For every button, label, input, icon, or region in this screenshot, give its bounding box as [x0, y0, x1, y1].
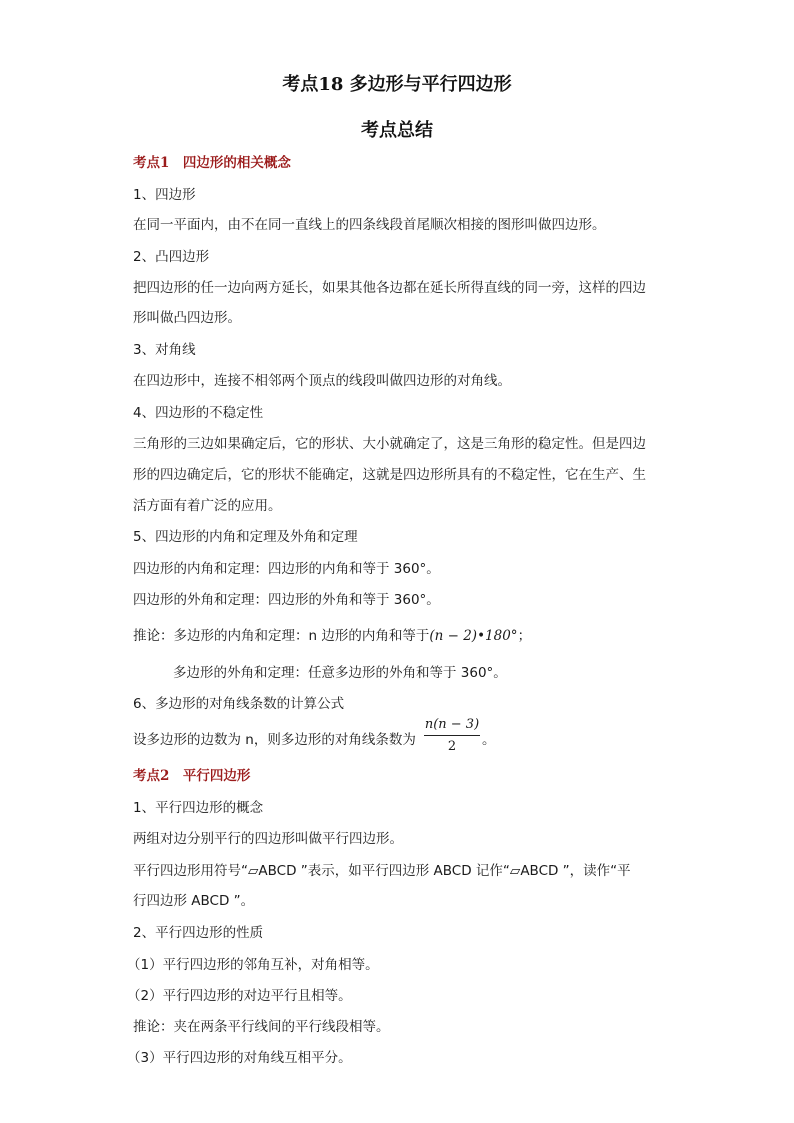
punctuation: 。: [482, 732, 496, 748]
item-heading: 1、平行四边形的概念: [133, 800, 264, 816]
item-heading: 2、凸四边形: [133, 249, 210, 265]
item-heading: 4、四边形的不稳定性: [133, 405, 264, 421]
diagonal-formula-text: 设多边形的边数为 n，则多边形的对角线条数为: [133, 732, 416, 748]
diagonal-count-fraction: [424, 717, 480, 754]
parallelogram-symbol-icon: ▱: [509, 863, 521, 879]
paragraph: 四边形的外角和定理：四边形的外角和等于 360°。: [133, 592, 440, 608]
paragraph: 四边形的内角和定理：四边形的内角和等于 360°。: [133, 561, 440, 577]
corollary-text: 推论：多边形的内角和定理：n 边形的内角和等于: [133, 628, 430, 644]
corollary-line: [133, 624, 531, 644]
property-item: （1）平行四边形的邻角互补，对角相等。: [127, 957, 379, 973]
paragraph: 在四边形中，连接不相邻两个顶点的线段叫做四边形的对角线。: [133, 373, 511, 389]
document-subtitle: 考点总结: [361, 120, 433, 141]
paragraph: 多边形的外角和定理：任意多边形的外角和等于 360°。: [173, 665, 507, 681]
paragraph: 把四边形的任一边向两方延长，如果其他各边都在延长所得直线的同一旁，这样的四边: [133, 280, 646, 296]
paragraph: 行四边形 ABCD ”。: [133, 893, 255, 909]
item-heading: 3、对角线: [133, 342, 196, 358]
paragraph: 形的四边确定后，它的形状不能确定，这就是四边形所具有的不稳定性，它在生产、生: [133, 467, 646, 483]
paragraph: 三角形的三边如果确定后，它的形状、大小就确定了，这是三角形的稳定性。但是四边: [133, 436, 646, 452]
paragraph: 活方面有着广泛的应用。: [133, 498, 282, 514]
fraction-denominator: 2: [447, 739, 457, 754]
section-heading-1: 考点1 四边形的相关概念: [133, 155, 291, 171]
parallelogram-symbol-icon: ▱: [248, 863, 259, 879]
notation-line: 平行四边形用符号“▱ABCD ”表示，如平行四边形 ABCD 记作“▱ABCD ”，读作“平: [133, 863, 631, 879]
document-title: 考点18 多边形与平行四边形: [282, 74, 512, 95]
angle-sum-formula: (n − 2)•180°: [429, 628, 518, 644]
item-heading: 2、平行四边形的性质: [133, 925, 264, 941]
fraction-numerator: n(n − 3): [424, 717, 480, 736]
paragraph: 在同一平面内，由不在同一直线上的四条线段首尾顺次相接的图形叫做四边形。: [133, 217, 606, 233]
section-heading-2: 考点2 平行四边形: [133, 768, 251, 784]
item-heading: 5、四边形的内角和定理及外角和定理: [133, 529, 358, 545]
corollary-item: 推论：夹在两条平行线间的平行线段相等。: [133, 1019, 390, 1035]
paragraph: 两组对边分别平行的四边形叫做平行四边形。: [133, 831, 403, 847]
item-heading: 1、四边形: [133, 187, 196, 203]
paragraph: 形叫做凸四边形。: [133, 310, 241, 326]
punctuation: ；: [517, 628, 532, 644]
property-item: （2）平行四边形的对边平行且相等。: [127, 988, 352, 1004]
property-item: （3）平行四边形的对角线互相平分。: [127, 1050, 352, 1066]
item-heading: 6、多边形的对角线条数的计算公式: [133, 696, 345, 712]
